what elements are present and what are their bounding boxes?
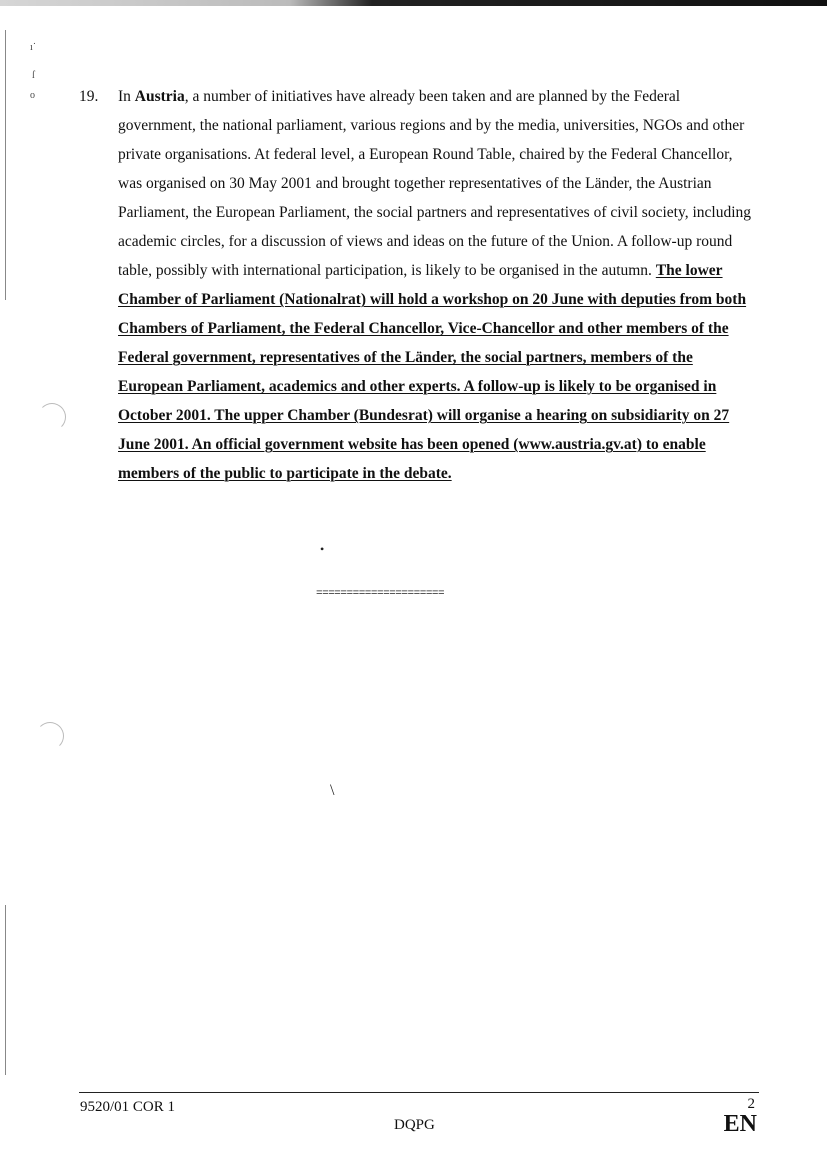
top-scan-rule — [0, 0, 827, 6]
footer-rule — [79, 1092, 759, 1093]
punch-hole-mark — [36, 722, 64, 750]
intro-text: , a number of initiatives have already been taken and are planned by the Federal government, the national parliament, various regions and by the media, universities, NGOs and other private organisations. At federal level, a European Round Table, chaired by the Federal Chancellor, was organised on 30 May 2001 and brought together representatives of the Länder, the Austrian Parliament, the European Parliament, the social partners and representatives of civil society, including academic circles, for a discussion of views and ideas on the future of the Union. A follow-up round table, possibly with international participation, is likely to be organised in the autumn. — [118, 88, 751, 279]
margin-circle-mark: o — [30, 90, 35, 101]
page-number: 2 — [747, 1096, 755, 1112]
document-reference: 9520/01 COR 1 — [80, 1099, 176, 1115]
country-name: Austria — [134, 88, 185, 105]
paragraph-body — [118, 82, 759, 488]
stray-mark: • — [320, 542, 325, 556]
margin-tick-mark: ı˙ — [30, 42, 37, 53]
paragraph-number: 19. — [79, 88, 99, 105]
separator-line: ===================== — [316, 588, 445, 600]
stray-mark: \ — [330, 782, 335, 799]
punch-hole-mark — [38, 403, 66, 431]
language-code: EN — [723, 1111, 757, 1137]
left-margin-line-lower — [5, 905, 6, 1075]
amendment-text: The lower Chamber of Parliament (Nationalrat) will hold a workshop on 20 June with deputies from both Chambers of Parliament, the Federal Chancellor, Vice-Chancellor and other members of the Federal government, representatives of the Länder, the social partners, members of the European Parliament, academics and other experts. A follow-up is likely to be organised in October 2001. The upper Chamber (Bundesrat) will organise a hearing on subsidiarity on 27 June 2001. An official government website has been opened (www.austria.gv.at) to enable members of the public to participate in the debate. — [118, 262, 747, 482]
margin-tick-mark: ſ — [32, 70, 35, 81]
left-margin-line — [5, 30, 6, 300]
intro-before: In — [118, 88, 135, 105]
directorate-code: DQPG — [394, 1117, 435, 1133]
